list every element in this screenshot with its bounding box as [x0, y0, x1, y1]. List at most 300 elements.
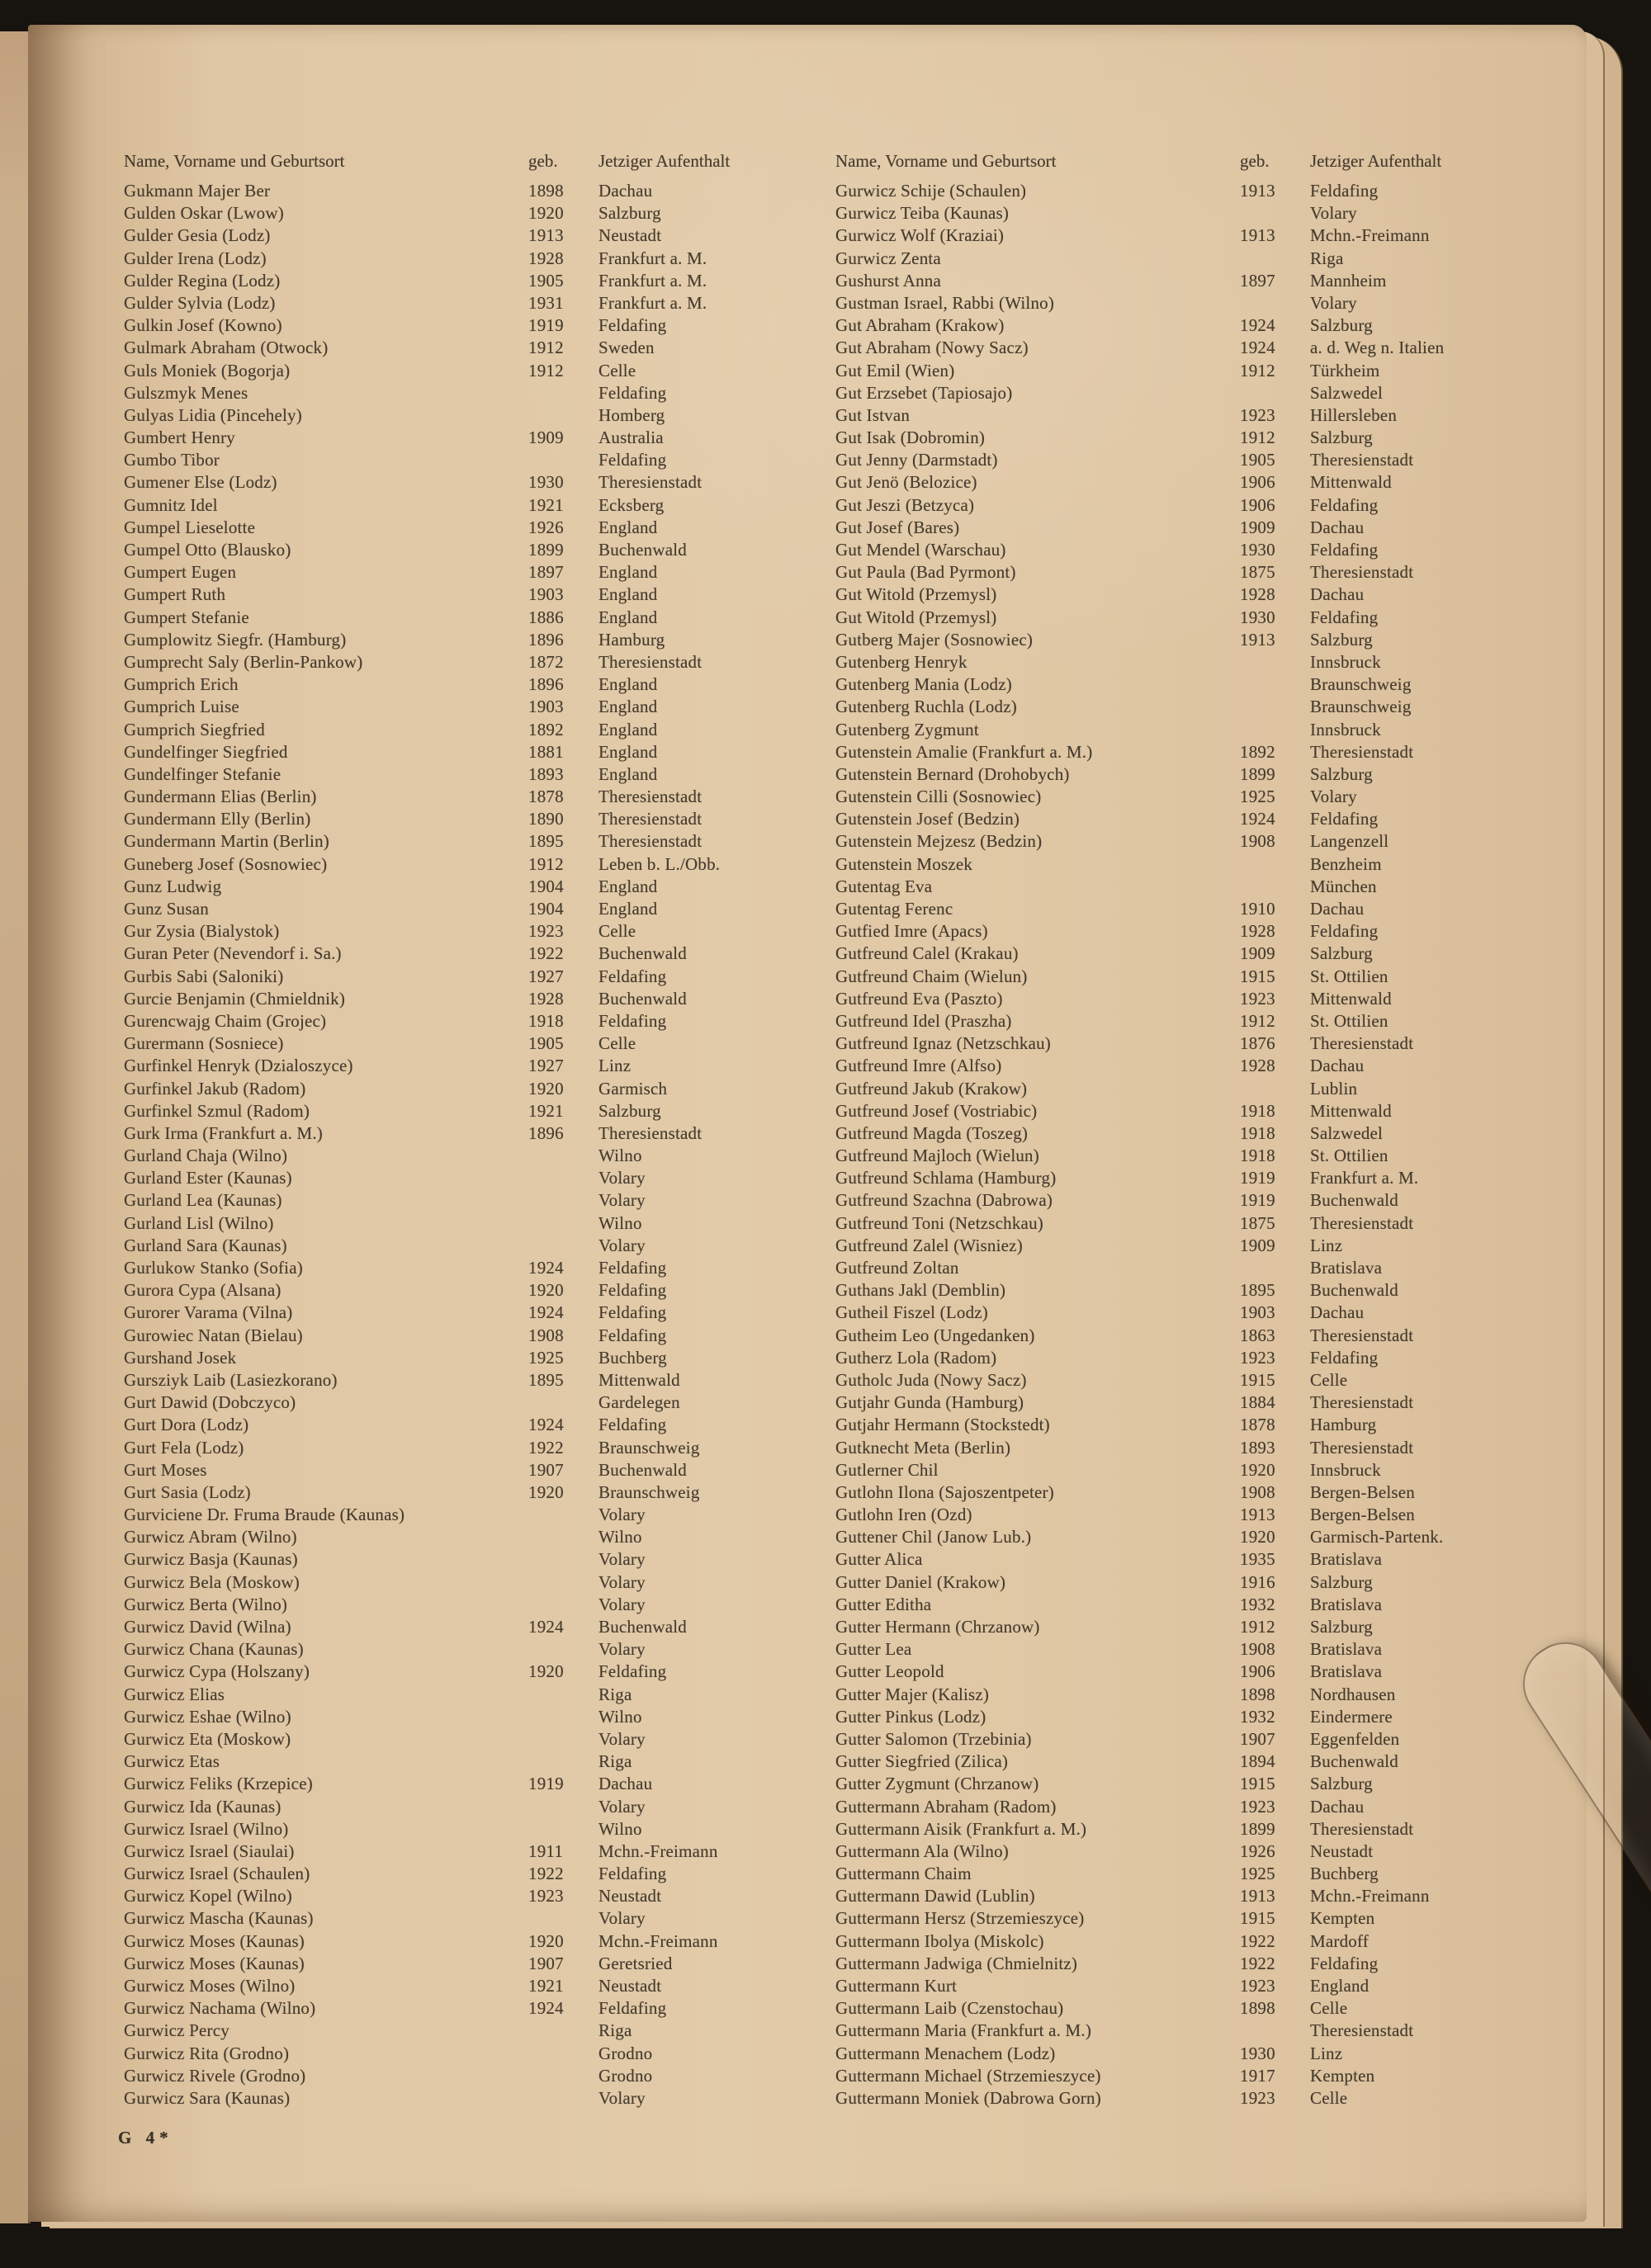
cell-residence: Feldafing	[598, 966, 667, 986]
cell-name: Guttermann Aisik (Frankfurt a. M.)	[835, 1818, 1087, 1839]
cell-name: Gurwicz David (Wilna)	[124, 1617, 291, 1637]
cell-birthyear: 1919	[1240, 1168, 1275, 1188]
table-row	[835, 1257, 1516, 1279]
cell-name: Gurwicz Schije (Schaulen)	[835, 181, 1027, 201]
cell-name: Gumbert Henry	[124, 428, 235, 448]
cell-residence: Feldafing	[598, 315, 667, 336]
cell-birthyear: 1928	[1240, 584, 1275, 605]
table-row	[124, 1975, 804, 1997]
cell-residence: Dachau	[598, 1774, 653, 1794]
table-row	[835, 494, 1516, 517]
cell-residence: Theresienstadt	[1310, 1437, 1414, 1458]
cell-residence: Volary	[598, 1594, 646, 1614]
table-row	[835, 1840, 1516, 1863]
cell-birthyear: 1922	[528, 1437, 564, 1458]
cell-residence: Bergen-Belsen	[1310, 1481, 1416, 1502]
cell-residence: Theresienstadt	[598, 809, 703, 829]
table-row	[835, 1392, 1516, 1414]
table-row	[835, 517, 1516, 539]
cell-name: Gumprecht Saly (Berlin-Pankow)	[124, 651, 363, 672]
cell-birthyear: 1921	[528, 1976, 564, 1996]
cell-name: Gutfreund Eva (Paszto)	[835, 988, 1003, 1009]
cell-name: Gutheim Leo (Ungedanken)	[835, 1325, 1035, 1345]
cell-residence: Theresienstadt	[1310, 1033, 1414, 1054]
cell-residence: St. Ottilien	[1310, 1010, 1388, 1031]
cell-name: Gulkin Josef (Kowno)	[124, 315, 282, 336]
cell-name: Gundermann Elly (Berlin)	[124, 809, 311, 829]
cell-name: Gulder Regina (Lodz)	[124, 270, 281, 291]
cell-name: Gutenstein Moszek	[835, 853, 973, 874]
cell-birthyear: 1893	[1240, 1437, 1275, 1458]
cell-birthyear: 1917	[1240, 2065, 1275, 2086]
cell-residence: Riga	[598, 1684, 632, 1704]
cell-name: Gurwicz Mascha (Kaunas)	[124, 1908, 314, 1929]
table-row	[124, 651, 804, 673]
table-row	[124, 741, 804, 763]
table-row	[124, 517, 804, 539]
table-row	[835, 202, 1516, 224]
table-row	[835, 1751, 1516, 1773]
cell-birthyear: 1899	[528, 540, 564, 560]
cell-residence: Celle	[1310, 1998, 1348, 2019]
cell-residence: Mittenwald	[598, 1369, 680, 1390]
cell-birthyear: 1920	[1240, 1459, 1275, 1480]
cell-residence: Leben b. L./Obb.	[598, 853, 721, 874]
cell-residence: Grodno	[598, 2043, 653, 2063]
table-row	[124, 1347, 804, 1369]
cell-birthyear: 1918	[1240, 1100, 1275, 1121]
cell-name: Gurwicz Elias	[124, 1684, 225, 1704]
table-row	[124, 1571, 804, 1594]
table-row	[124, 1907, 804, 1930]
cell-name: Gutholc Juda (Nowy Sacz)	[835, 1369, 1027, 1390]
cell-residence: Innsbruck	[1310, 1459, 1381, 1480]
table-row	[124, 830, 804, 853]
cell-name: Gurfinkel Henryk (Dzialoszyce)	[124, 1056, 353, 1076]
table-row	[124, 1100, 804, 1122]
table-row	[124, 2065, 804, 2087]
cell-residence: Salzburg	[1310, 1571, 1373, 1592]
table-row	[124, 1122, 804, 1145]
cell-birthyear: 1930	[1240, 607, 1275, 627]
table-row	[835, 382, 1516, 404]
cell-residence: England	[598, 719, 658, 739]
cell-birthyear: 1895	[528, 831, 564, 852]
table-row	[835, 696, 1516, 718]
table-row	[835, 1907, 1516, 1930]
cell-residence: St. Ottilien	[1310, 1146, 1388, 1166]
cell-residence: Feldafing	[1310, 607, 1379, 627]
table-row	[124, 1055, 804, 1077]
table-row	[124, 719, 804, 741]
cell-name: Gutenberg Ruchla (Lodz)	[835, 697, 1017, 717]
cell-name: Gurwicz Israel (Schaulen)	[124, 1864, 310, 1884]
cell-residence: Mchn.-Freimann	[598, 1840, 718, 1861]
cell-birthyear: 1932	[1240, 1594, 1275, 1614]
cell-residence: Geretsried	[598, 1953, 673, 1973]
table-row	[124, 270, 804, 292]
cell-name: Gundermann Elias (Berlin)	[124, 787, 317, 807]
cell-residence: Linz	[1310, 2043, 1343, 2063]
table-row	[835, 427, 1516, 449]
cell-name: Gurwicz Feliks (Krzepice)	[124, 1774, 313, 1794]
cell-name: Gutter Salomon (Trzebinia)	[835, 1728, 1032, 1749]
table-row	[835, 1279, 1516, 1302]
cell-residence: Nordhausen	[1310, 1684, 1396, 1704]
cell-residence: Feldafing	[598, 1325, 667, 1345]
table-row	[835, 1796, 1516, 1818]
cell-name: Gurwicz Moses (Kaunas)	[124, 1930, 305, 1951]
cell-birthyear: 1899	[1240, 763, 1275, 784]
cell-birthyear: 1913	[528, 225, 564, 246]
cell-name: Gursziyk Laib (Lasiezkorano)	[124, 1369, 338, 1390]
cell-birthyear: 1919	[528, 315, 564, 336]
table-row	[835, 1684, 1516, 1706]
cell-residence: Celle	[598, 1033, 636, 1054]
cell-name: Gumpel Lieselotte	[124, 517, 256, 537]
cell-residence: Wilno	[598, 1527, 642, 1547]
cell-birthyear: 1878	[1240, 1415, 1275, 1435]
cell-residence: Feldafing	[1310, 181, 1379, 201]
cell-name: Gutter Leopold	[835, 1661, 944, 1682]
cell-residence: Theresienstadt	[598, 1122, 703, 1143]
cell-name: Guttermann Michael (Strzemieszyce)	[835, 2065, 1101, 2086]
cell-name: Gundermann Martin (Berlin)	[124, 831, 329, 852]
cell-name: Gut Emil (Wien)	[835, 360, 955, 380]
cell-name: Gutfreund Imre (Alfso)	[835, 1056, 1002, 1076]
cell-birthyear: 1906	[1240, 472, 1275, 493]
table-row	[835, 1773, 1516, 1795]
cell-residence: Celle	[1310, 1369, 1348, 1390]
cell-name: Gurwicz Basja (Kaunas)	[124, 1549, 298, 1570]
cell-residence: Sweden	[598, 338, 655, 358]
cell-birthyear: 1922	[528, 1864, 564, 1884]
cell-birthyear: 1894	[1240, 1751, 1275, 1772]
column-right	[835, 151, 1516, 2110]
table-row	[835, 248, 1516, 270]
cell-name: Gutfreund Josef (Vostriabic)	[835, 1100, 1038, 1121]
cell-name: Gurermann (Sosniece)	[124, 1033, 284, 1054]
table-row	[124, 808, 804, 830]
cell-residence: Ecksberg	[598, 494, 665, 515]
cell-birthyear: 1932	[1240, 1706, 1275, 1727]
table-row	[124, 561, 804, 584]
table-row	[124, 1167, 804, 1189]
cell-name: Gutfreund Zalel (Wisniez)	[835, 1235, 1023, 1255]
cell-birthyear: 1919	[528, 1774, 564, 1794]
cell-name: Guthans Jakl (Demblin)	[835, 1280, 1006, 1301]
cell-residence: England	[598, 607, 658, 627]
table-row	[835, 449, 1516, 471]
table-row	[835, 1504, 1516, 1526]
cell-birthyear: 1908	[528, 1325, 564, 1345]
cell-residence: Grodno	[598, 2065, 653, 2086]
cell-residence: Volary	[598, 1505, 646, 1525]
cell-birthyear: 1872	[528, 651, 564, 672]
table-row	[124, 314, 804, 337]
cell-residence: England	[598, 562, 658, 583]
cell-residence: Volary	[598, 1571, 646, 1592]
cell-name: Gurwicz Eta (Moskow)	[124, 1728, 291, 1749]
cell-residence: Feldafing	[1310, 1953, 1379, 1973]
cell-residence: Braunschweig	[598, 1437, 700, 1458]
cell-residence: Volary	[598, 1639, 646, 1660]
cell-birthyear: 1923	[1240, 404, 1275, 425]
cell-name: Gurland Chaja (Wilno)	[124, 1146, 288, 1166]
cell-name: Gurwicz Ida (Kaunas)	[124, 1796, 281, 1817]
cell-residence: Hamburg	[1310, 1415, 1377, 1435]
cell-birthyear: 1927	[528, 966, 564, 986]
cell-birthyear: 1896	[528, 629, 564, 650]
cell-residence: Dachau	[598, 181, 653, 201]
cell-residence: Celle	[598, 360, 636, 380]
cell-birthyear: 1920	[528, 1661, 564, 1682]
cell-name: Gutter Lea	[835, 1639, 912, 1660]
table-row	[124, 1840, 804, 1863]
cell-residence: Buchberg	[598, 1347, 667, 1368]
cell-name: Gurencwajg Chaim (Grojec)	[124, 1010, 327, 1031]
cell-residence: Neustadt	[598, 1976, 662, 1996]
cell-name: Gurlukow Stanko (Sofia)	[124, 1258, 303, 1278]
table-row	[124, 1189, 804, 1212]
cell-residence: Kempten	[1310, 2065, 1375, 2086]
cell-residence: England	[1310, 1976, 1370, 1996]
cell-residence: Volary	[598, 2087, 646, 2108]
cell-name: Gut Abraham (Krakow)	[835, 315, 1005, 336]
cell-birthyear: 1928	[528, 248, 564, 268]
cell-residence: Neustadt	[598, 1886, 662, 1907]
cell-birthyear: 1906	[1240, 1661, 1275, 1682]
cell-name: Guttermann Maria (Frankfurt a. M.)	[835, 2020, 1092, 2041]
table-row	[124, 1032, 804, 1055]
cell-residence: Volary	[1310, 203, 1357, 224]
table-row	[835, 1526, 1516, 1548]
cell-residence: Riga	[598, 2020, 632, 2041]
cell-birthyear: 1913	[1240, 1505, 1275, 1525]
table-row	[124, 292, 804, 314]
table-row	[835, 1616, 1516, 1638]
cell-name: Gut Paula (Bad Pyrmont)	[835, 562, 1016, 583]
cell-birthyear: 1906	[1240, 494, 1275, 515]
cell-name: Gumprich Luise	[124, 697, 239, 717]
cell-birthyear: 1908	[1240, 831, 1275, 852]
cell-name: Gur Zysia (Bialystok)	[124, 921, 280, 942]
cell-residence: St. Ottilien	[1310, 966, 1388, 986]
table-row	[835, 1459, 1516, 1481]
cell-name: Guttermann Abraham (Radom)	[835, 1796, 1057, 1817]
table-row	[124, 1526, 804, 1548]
table-row	[835, 2020, 1516, 2042]
table-row	[835, 2087, 1516, 2110]
cell-birthyear: 1924	[528, 1617, 564, 1637]
table-row	[835, 1594, 1516, 1616]
table-row	[835, 1437, 1516, 1459]
table-row	[835, 1414, 1516, 1436]
table-row	[835, 314, 1516, 337]
cell-birthyear: 1918	[1240, 1122, 1275, 1143]
table-row	[124, 696, 804, 718]
table-row	[124, 494, 804, 517]
cell-residence: Bratislava	[1310, 1639, 1383, 1660]
cell-name: Gunz Ludwig	[124, 876, 222, 896]
cell-name: Gumplowitz Siegfr. (Hamburg)	[124, 629, 347, 650]
table-row	[835, 561, 1516, 584]
table-row	[124, 1548, 804, 1571]
cell-residence: England	[598, 697, 658, 717]
cell-name: Gutter Daniel (Krakow)	[835, 1571, 1006, 1592]
cell-name: Gutenstein Amalie (Frankfurt a. M.)	[835, 741, 1093, 762]
cell-name: Gurcie Benjamin (Chmieldnik)	[124, 988, 346, 1009]
cell-residence: Hillersleben	[1310, 404, 1398, 425]
table-row	[124, 876, 804, 898]
table-row	[124, 2020, 804, 2042]
table-row	[835, 898, 1516, 920]
cell-name: Gurwicz Rita (Grodno)	[124, 2043, 290, 2063]
cell-residence: Salzburg	[1310, 943, 1373, 964]
table-row	[124, 337, 804, 359]
cell-residence: Lublin	[1310, 1078, 1358, 1099]
cell-birthyear: 1898	[1240, 1998, 1275, 2019]
cell-birthyear: 1908	[1240, 1639, 1275, 1660]
table-row	[835, 1167, 1516, 1189]
cell-name: Gut Josef (Bares)	[835, 517, 960, 537]
cell-birthyear: 1925	[1240, 1864, 1275, 1884]
cell-name: Gurwicz Bela (Moskow)	[124, 1571, 300, 1592]
cell-birthyear: 1912	[1240, 1010, 1275, 1031]
cell-birthyear: 1886	[528, 607, 564, 627]
cell-residence: Theresienstadt	[1310, 1212, 1414, 1233]
cell-residence: Volary	[598, 1235, 646, 1255]
cell-residence: Theresienstadt	[1310, 741, 1414, 762]
cell-residence: Feldafing	[1310, 921, 1379, 942]
cell-birthyear: 1878	[528, 787, 564, 807]
table-row	[835, 853, 1516, 876]
cell-birthyear: 1930	[528, 472, 564, 493]
table-row	[124, 224, 804, 247]
cell-birthyear: 1904	[528, 876, 564, 896]
cell-birthyear: 1909	[528, 428, 564, 448]
table-row	[124, 1437, 804, 1459]
cell-name: Gutter Zygmunt (Chrzanow)	[835, 1774, 1039, 1794]
cell-residence: Buchenwald	[598, 540, 687, 560]
cell-name: Gulder Gesia (Lodz)	[124, 225, 271, 246]
table-row	[124, 1392, 804, 1414]
cell-name: Gutter Siegfried (Zilica)	[835, 1751, 1009, 1772]
table-row	[835, 741, 1516, 763]
cell-birthyear: 1912	[1240, 360, 1275, 380]
cell-name: Gurt Moses	[124, 1459, 207, 1480]
cell-name: Gurland Lisl (Wilno)	[124, 1212, 274, 1233]
table-row	[835, 920, 1516, 943]
cell-birthyear: 1863	[1240, 1325, 1275, 1345]
cell-birthyear: 1923	[1240, 1976, 1275, 1996]
cell-residence: Feldafing	[598, 1661, 667, 1682]
cell-birthyear: 1905	[1240, 450, 1275, 470]
cell-name: Guttermann Ibolya (Miskolc)	[835, 1930, 1044, 1951]
cell-residence: Buchberg	[1310, 1864, 1379, 1884]
table-row	[835, 1953, 1516, 1975]
cell-name: Gulszmyk Menes	[124, 382, 248, 403]
cell-residence: Bratislava	[1310, 1258, 1383, 1278]
cell-residence: Salzburg	[1310, 629, 1373, 650]
cell-name: Gurwicz Moses (Wilno)	[124, 1976, 296, 1996]
cell-birthyear: 1921	[528, 1100, 564, 1121]
cell-name: Gurwicz Chana (Kaunas)	[124, 1639, 304, 1660]
table-row	[835, 1302, 1516, 1324]
table-row	[124, 1751, 804, 1773]
cell-residence: Braunschweig	[598, 1481, 700, 1502]
table-row	[124, 1414, 804, 1436]
cell-residence: Feldafing	[598, 1010, 667, 1031]
cell-name: Gumener Else (Lodz)	[124, 472, 277, 493]
cell-birthyear: 1892	[1240, 741, 1275, 762]
cell-name: Gutenberg Zygmunt	[835, 719, 979, 739]
table-row	[835, 1638, 1516, 1661]
cell-birthyear: 1897	[1240, 270, 1275, 291]
table-row	[124, 1885, 804, 1907]
cell-residence: Hamburg	[598, 629, 665, 650]
cell-residence: Volary	[598, 1728, 646, 1749]
cell-residence: Buchenwald	[1310, 1280, 1398, 1301]
cell-birthyear: 1899	[1240, 1818, 1275, 1839]
table-row	[835, 876, 1516, 898]
signature-mark: G 4*	[118, 2128, 173, 2148]
cell-residence: Mchn.-Freimann	[1310, 225, 1430, 246]
cell-residence: Buchenwald	[1310, 1751, 1398, 1772]
cell-residence: Wilno	[598, 1706, 642, 1727]
cell-birthyear: 1921	[528, 494, 564, 515]
cell-name: Gurland Ester (Kaunas)	[124, 1168, 292, 1188]
column-header	[835, 150, 1516, 172]
cell-birthyear: 1898	[528, 181, 564, 201]
table-row	[835, 292, 1516, 314]
cell-name: Gutjahr Gunda (Hamburg)	[835, 1392, 1024, 1413]
cell-birthyear: 1928	[528, 988, 564, 1009]
cell-name: Guttermann Chaim	[835, 1864, 972, 1884]
table-row	[124, 1594, 804, 1616]
cell-birthyear: 1915	[1240, 1774, 1275, 1794]
cell-birthyear: 1909	[1240, 1235, 1275, 1255]
table-row	[124, 1302, 804, 1324]
cell-residence: Bratislava	[1310, 1549, 1383, 1570]
cell-name: Gurwicz Israel (Wilno)	[124, 1818, 289, 1839]
cell-birthyear: 1920	[528, 1078, 564, 1099]
cell-birthyear: 1881	[528, 741, 564, 762]
table-row	[835, 539, 1516, 561]
table-row	[124, 629, 804, 651]
cell-residence: Bergen-Belsen	[1310, 1505, 1416, 1525]
table-row	[835, 1010, 1516, 1032]
cell-name: Gurwicz Kopel (Wilno)	[124, 1886, 292, 1907]
cell-residence: Mittenwald	[1310, 988, 1392, 1009]
table-row	[835, 1122, 1516, 1145]
cell-birthyear: 1922	[1240, 1930, 1275, 1951]
cell-residence: Dachau	[1310, 1056, 1365, 1076]
cell-residence: Dachau	[1310, 1796, 1365, 1817]
table-row	[835, 1863, 1516, 1885]
table-row	[835, 1975, 1516, 1997]
book-page	[28, 25, 1587, 2222]
underlying-page-left-edge	[0, 31, 31, 2223]
cell-name: Gumprich Siegfried	[124, 719, 265, 739]
table-row	[124, 1078, 804, 1100]
cell-name: Gurowiec Natan (Bielau)	[124, 1325, 303, 1345]
cell-birthyear: 1911	[528, 1840, 564, 1861]
cell-residence: Celle	[1310, 2087, 1348, 2108]
table-row	[124, 853, 804, 876]
cell-birthyear: 1892	[528, 719, 564, 739]
cell-name: Gutfreund Schlama (Hamburg)	[835, 1168, 1057, 1188]
